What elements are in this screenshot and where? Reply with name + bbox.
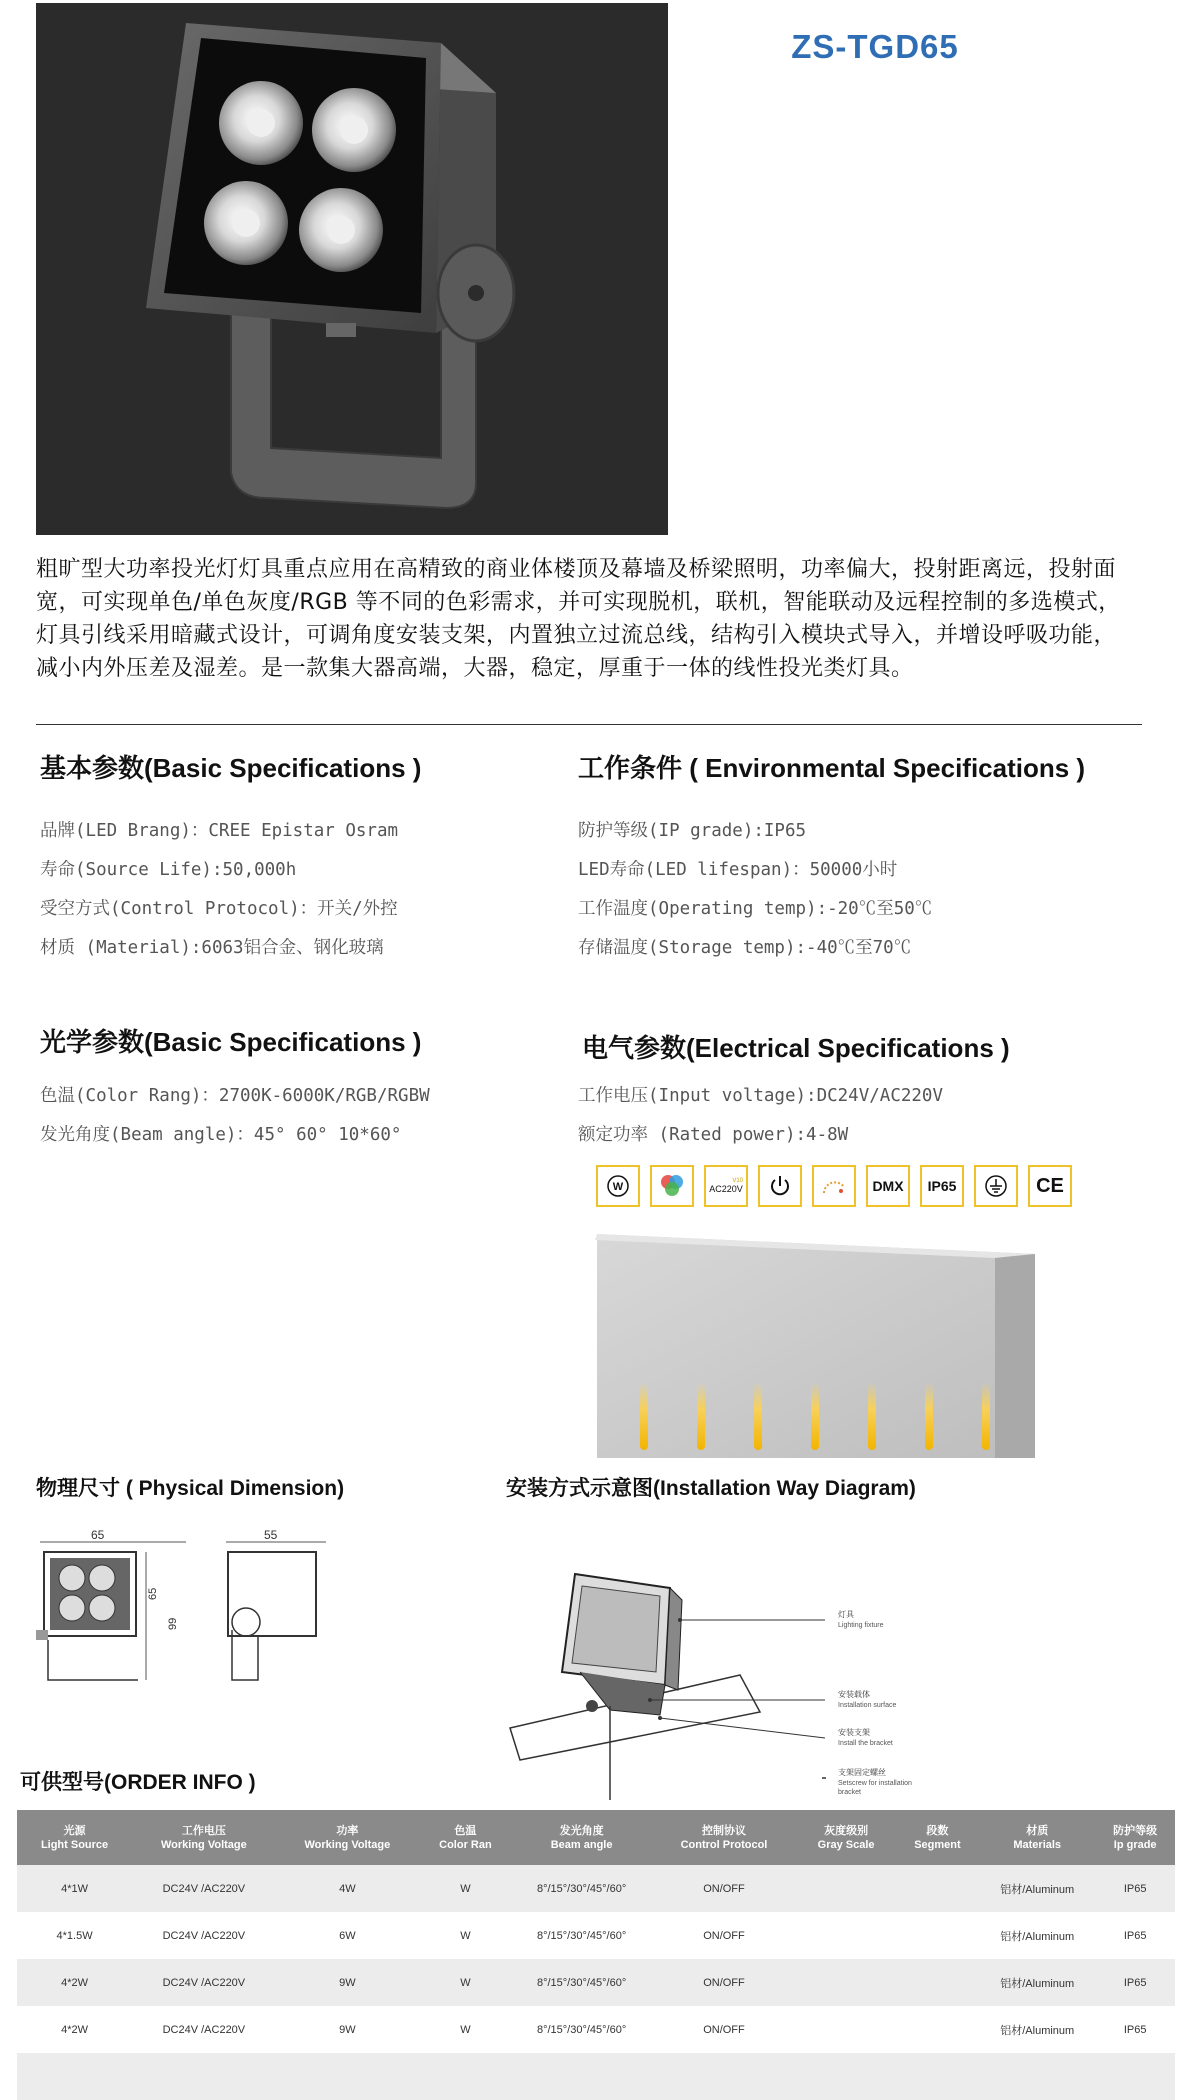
ground-icon xyxy=(974,1165,1018,1207)
watt-icon-label: W xyxy=(612,1181,624,1193)
rgb-icon xyxy=(650,1165,694,1207)
table-row: 4*2W DC24V /AC220V 9W W 8°/15°/30°/45°/60° ON/OFF 铝材/Aluminum IP65 xyxy=(17,1959,1175,2006)
spec-input-voltage: 工作电压(Input voltage):DC24V/AC220V xyxy=(578,1086,944,1106)
col-power: 功率 Working Voltage xyxy=(276,1810,419,1865)
ip65-badge: IP65 xyxy=(920,1165,964,1207)
col-control: 控制协议 Control Protocol xyxy=(651,1810,796,1865)
wall-wash-illustration xyxy=(595,1232,1040,1460)
section-divider xyxy=(36,724,1142,725)
label-fixture-en: Lighting fixture xyxy=(838,1622,884,1629)
floodlight-illustration xyxy=(36,3,668,535)
product-description: 粗旷型大功率投光灯灯具重点应用在高精致的商业体楼顶及幕墙及桥梁照明，功率偏大，投射距离远，投射面宽，可实现单色/单色灰度/RGB 等不同的色彩需求，并可实现脱机，联机，智能联动及远程控制的多选模式，灯具引线采用暗藏式设计，可调角度安装支架，内置独立过流总线，结构引入模块式导入，并增设呼吸功能，减小内外压差及湿差。是一款集大器高端，大器，稳定，厚重于一体的线性投光类灯具。 xyxy=(36,557,1121,681)
dimension-drawing xyxy=(36,1530,356,1690)
spec-beam-angle: 发光角度(Beam angle)：45° 60° 10*60° xyxy=(40,1125,402,1145)
spec-color-range: 色温(Color Rang)：2700K-6000K/RGB/RGBW xyxy=(40,1086,430,1106)
label-setscrew-en2: bracket xyxy=(838,1789,861,1796)
certification-badges xyxy=(596,1165,1072,1207)
label-surface-cn: 安装载体 xyxy=(838,1690,870,1699)
col-ip-grade: 防护等级 Ip grade xyxy=(1095,1810,1175,1865)
power-icon xyxy=(758,1165,802,1207)
col-segment: 段数 Segment xyxy=(896,1810,979,1865)
label-fixture-cn: 灯具 xyxy=(838,1610,854,1619)
ce-badge: CE xyxy=(1028,1165,1072,1207)
table-row: 4*1.5W DC24V /AC220V 6W W 8°/15°/30°/45°/60° ON/OFF 铝材/Aluminum IP65 xyxy=(17,1912,1175,1959)
table-row xyxy=(17,2053,1175,2100)
dimming-icon xyxy=(812,1165,856,1207)
col-materials: 材质 Materials xyxy=(979,1810,1095,1865)
ac-badge-superscript: V10 xyxy=(732,1178,743,1184)
label-setscrew-cn: 支架固定螺丝 xyxy=(838,1768,886,1777)
dmx-badge: DMX xyxy=(866,1165,910,1207)
dimension-title: 物理尺寸 ( Physical Dimension) xyxy=(36,1477,345,1500)
electrical-specs-title: 电气参数(Electrical Specifications ) xyxy=(582,1033,1010,1063)
dim-side-width: 55 xyxy=(264,1530,278,1542)
col-beam-angle: 发光角度 Beam angle xyxy=(512,1810,652,1865)
spec-led-lifespan: LED寿命(LED lifespan)：50000小时 xyxy=(578,860,898,880)
installation-diagram xyxy=(500,1560,960,1800)
installation-title: 安装方式示意图(Installation Way Diagram) xyxy=(506,1477,916,1500)
table-row: 4*2W DC24V /AC220V 9W W 8°/15°/30°/45°/60° ON/OFF 铝材/Aluminum IP65 xyxy=(17,2006,1175,2053)
optical-specs-title: 光学参数(Basic Specifications ) xyxy=(40,1027,422,1057)
spec-storage-temp: 存储温度(Storage temp):-40℃至70℃ xyxy=(578,938,912,958)
spec-control: 受空方式(Control Protocol)：开关/外控 xyxy=(40,899,398,919)
watt-icon xyxy=(596,1165,640,1207)
label-setscrew-en: Setscrew for installation xyxy=(838,1780,912,1787)
spec-material: 材质 (Material):6063铝合金、钢化玻璃 xyxy=(40,938,384,958)
label-bracket-cn: 安装支架 xyxy=(838,1728,870,1737)
basic-specs-title: 基本参数(Basic Specifications ) xyxy=(40,753,422,783)
order-table-wrap xyxy=(17,1810,1175,2100)
col-gray-scale: 灰度级别 Gray Scale xyxy=(796,1810,895,1865)
ac-badge-label: AC220V xyxy=(709,1184,743,1194)
spec-rated-power: 额定功率 (Rated power):4-8W xyxy=(578,1125,849,1145)
model-title: ZS-TGD65 xyxy=(791,28,959,65)
environment-specs-title: 工作条件 ( Environmental Specifications ) xyxy=(578,753,1086,783)
spec-ip-grade: 防护等级(IP grade):IP65 xyxy=(578,821,807,841)
label-surface-en: Installation surface xyxy=(838,1702,897,1709)
spec-brand: 品牌(LED Brang)：CREE Epistar Osram xyxy=(40,821,399,841)
col-color: 色温 Color Ran xyxy=(419,1810,512,1865)
label-bracket-en: Install the bracket xyxy=(838,1740,893,1747)
table-row: 4*1W DC24V /AC220V 4W W 8°/15°/30°/45°/60° ON/OFF 铝材/Aluminum IP65 xyxy=(17,1865,1175,1912)
dim-side-height: 99 xyxy=(167,1617,179,1630)
order-title: 可供型号(ORDER INFO ) xyxy=(20,1771,256,1794)
ac220v-icon xyxy=(704,1165,748,1207)
dim-front-width: 65 xyxy=(91,1530,105,1542)
product-photo xyxy=(36,3,668,535)
col-working-voltage: 工作电压 Working Voltage xyxy=(132,1810,275,1865)
spec-life: 寿命(Source Life):50,000h xyxy=(40,860,297,880)
order-table xyxy=(17,1810,1175,2100)
spec-operating-temp: 工作温度(Operating temp):-20℃至50℃ xyxy=(578,899,933,919)
order-header-row xyxy=(17,1810,1175,1865)
col-light-source: 光源 Light Source xyxy=(17,1810,132,1865)
dim-front-height: 65 xyxy=(147,1587,159,1600)
